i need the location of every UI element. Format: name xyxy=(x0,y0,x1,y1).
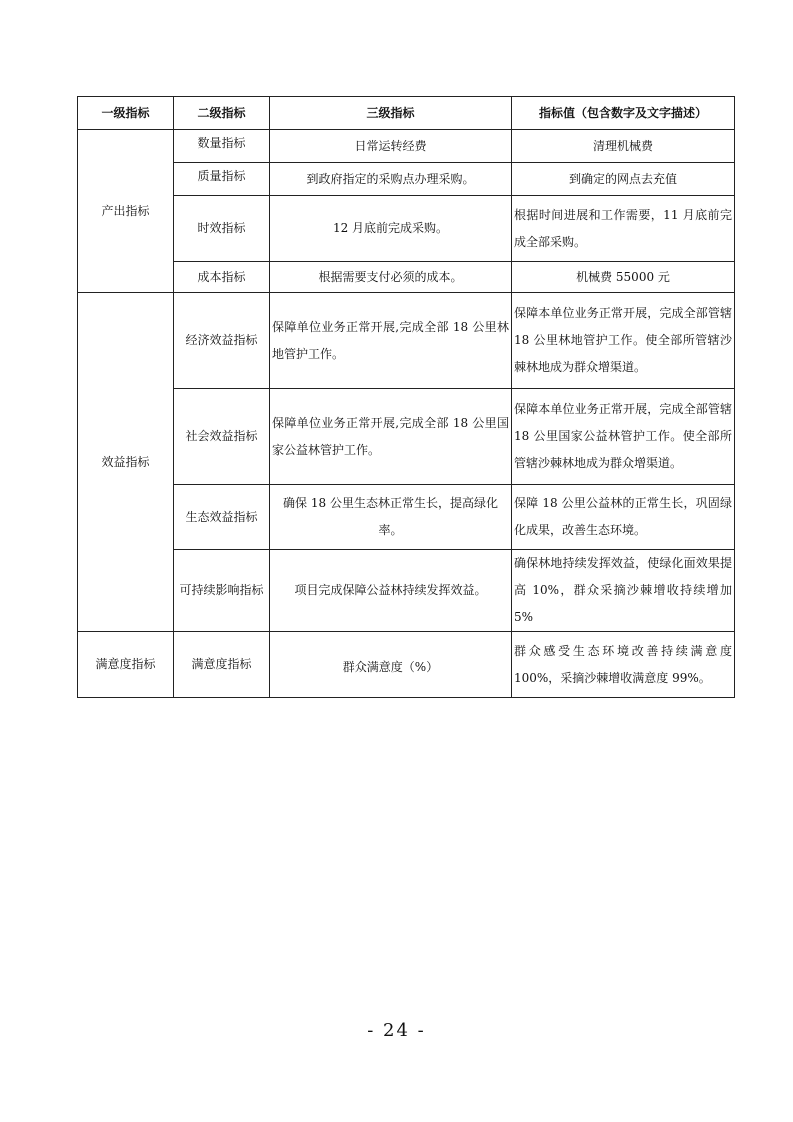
level2-cell: 经济效益指标 xyxy=(174,293,270,389)
header-level2: 二级指标 xyxy=(174,97,270,130)
value-cell: 确保林地持续发挥效益，使绿化面效果提高 10%，群众采摘沙棘增收持续增加 5% xyxy=(512,550,735,632)
table-row xyxy=(78,130,735,163)
table-row xyxy=(78,293,735,389)
level3-cell: 项目完成保障公益林持续发挥效益。 xyxy=(270,550,512,632)
level1-cell: 满意度指标 xyxy=(78,632,174,698)
table-row xyxy=(78,163,735,196)
level3-cell: 群众满意度（%） xyxy=(270,632,512,698)
level3-cell: 根据需要支付必须的成本。 xyxy=(270,262,512,293)
header-level3: 三级指标 xyxy=(270,97,512,130)
level3-cell: 到政府指定的采购点办理采购。 xyxy=(270,163,512,196)
value-cell: 保障 18 公里公益林的正常生长，巩固绿化成果，改善生态环境。 xyxy=(512,485,735,550)
level1-cell: 效益指标 xyxy=(78,293,174,632)
level2-cell: 生态效益指标 xyxy=(174,485,270,550)
level1-cell: 产出指标 xyxy=(78,130,174,293)
level2-cell: 数量指标 xyxy=(174,130,270,163)
level2-cell: 时效指标 xyxy=(174,196,270,262)
value-cell: 保障本单位业务正常开展，完成全部管辖 18 公里林地管护工作。使全部所管辖沙棘林地成为群众增渠道。 xyxy=(512,293,735,389)
value-cell: 根据时间进展和工作需要，11 月底前完成全部采购。 xyxy=(512,196,735,262)
table-row xyxy=(78,632,735,698)
value-cell: 到确定的网点去充值 xyxy=(512,163,735,196)
value-cell: 保障本单位业务正常开展，完成全部管辖 18 公里国家公益林管护工作。使全部所管辖沙棘林地成为群众增渠道。 xyxy=(512,389,735,485)
header-value: 指标值（包含数字及文字描述） xyxy=(512,97,735,130)
table-row xyxy=(78,389,735,485)
level2-cell: 质量指标 xyxy=(174,163,270,196)
header-level1: 一级指标 xyxy=(78,97,174,130)
value-cell: 清理机械费 xyxy=(512,130,735,163)
level2-cell: 成本指标 xyxy=(174,262,270,293)
level3-cell: 日常运转经费 xyxy=(270,130,512,163)
indicator-table xyxy=(77,96,735,698)
level3-cell: 12 月底前完成采购。 xyxy=(270,196,512,262)
level3-cell: 保障单位业务正常开展,完成全部 18 公里国家公益林管护工作。 xyxy=(270,389,512,485)
value-cell: 机械费 55000 元 xyxy=(512,262,735,293)
page-number: - 24 - xyxy=(367,1020,426,1041)
table-row xyxy=(78,196,735,262)
level3-cell: 保障单位业务正常开展,完成全部 18 公里林地管护工作。 xyxy=(270,293,512,389)
table-header-row xyxy=(78,97,735,130)
level2-cell: 社会效益指标 xyxy=(174,389,270,485)
table-row xyxy=(78,262,735,293)
table-row xyxy=(78,485,735,550)
level2-cell: 可持续影响指标 xyxy=(174,550,270,632)
table-row xyxy=(78,550,735,632)
level3-cell: 确保 18 公里生态林正常生长，提高绿化率。 xyxy=(270,485,512,550)
level2-cell: 满意度指标 xyxy=(174,632,270,698)
value-cell: 群众感受生态环境改善持续满意度 100%，采摘沙棘增收满意度 99%。 xyxy=(512,632,735,698)
